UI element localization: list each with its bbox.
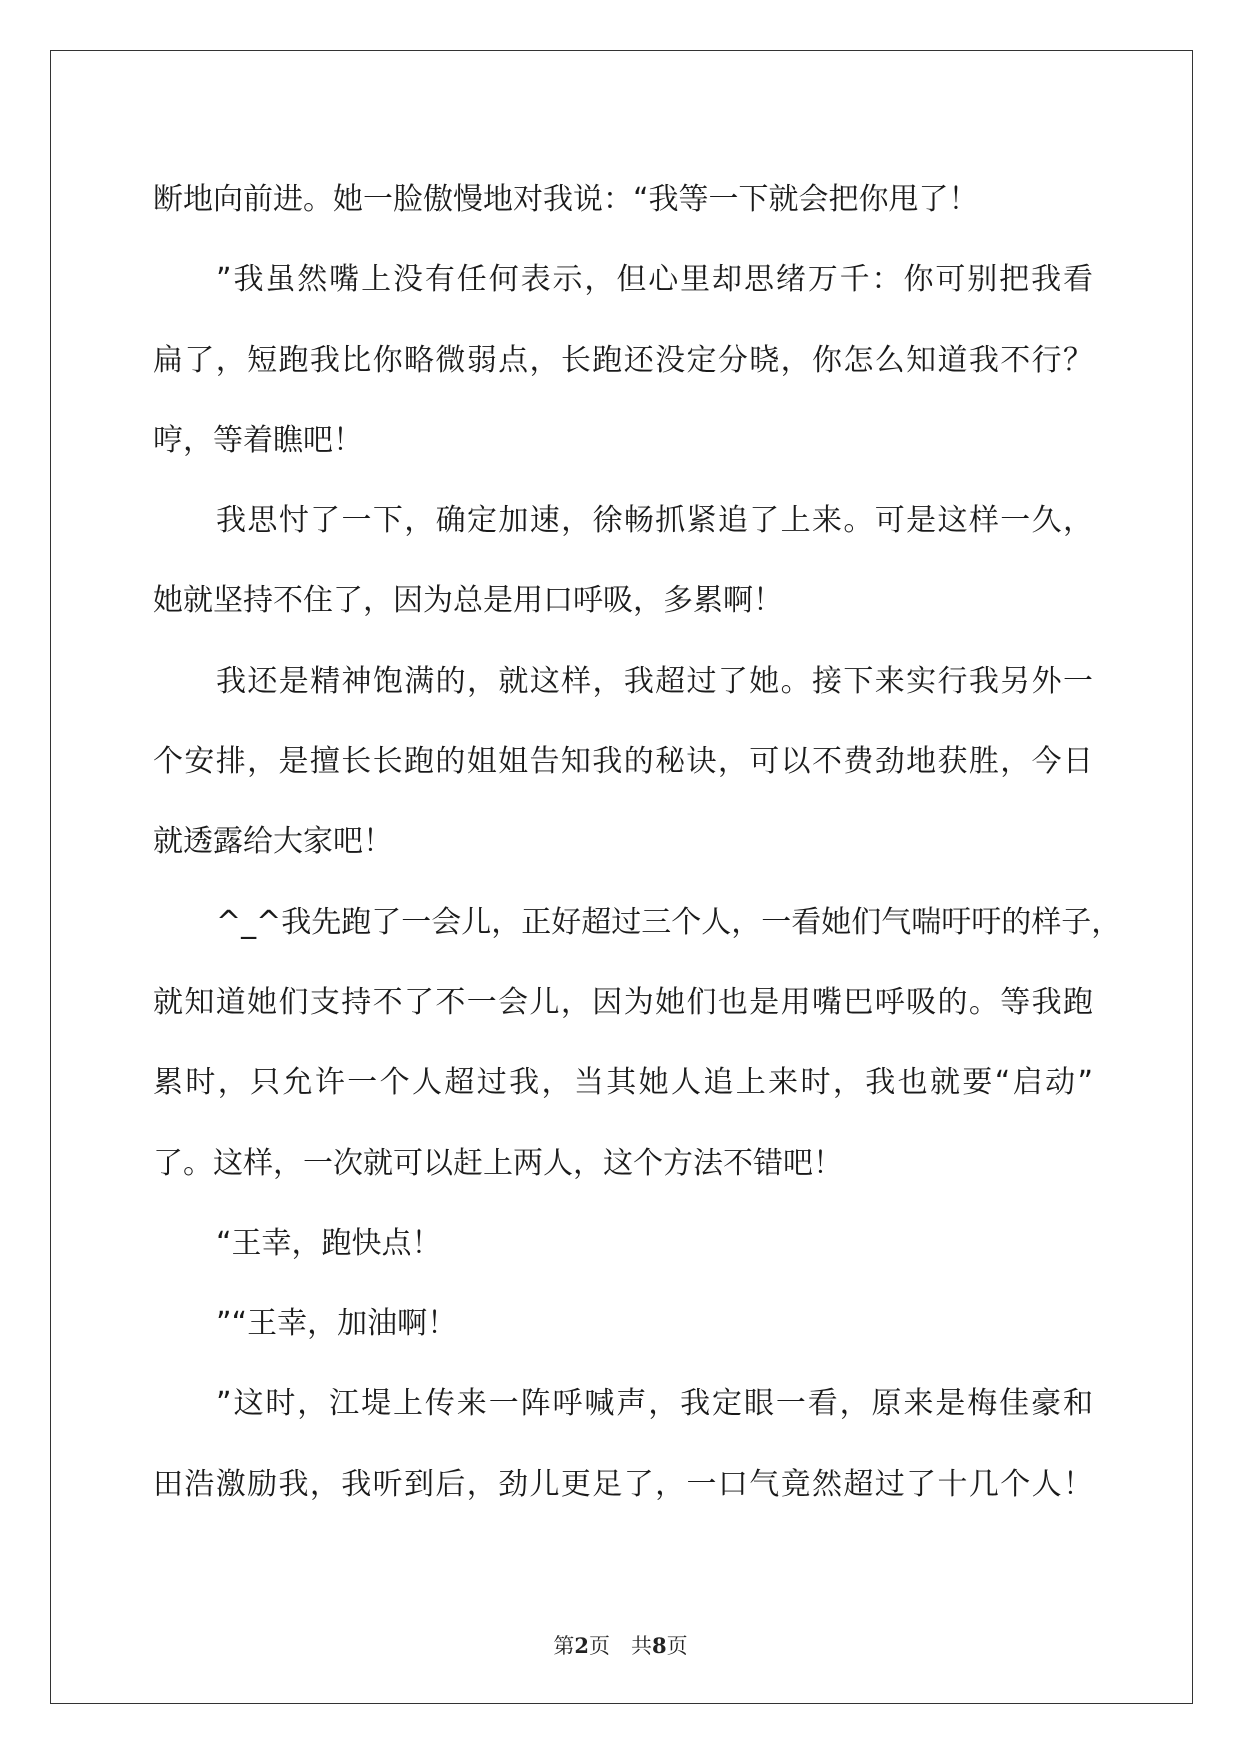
text-line: ^_^我先跑了一会儿，正好超过三个人，一看她们气喘吁吁的样子， [216, 904, 1122, 940]
text-line: ”这时，江堤上传来一阵呼喊声，我定眼一看，原来是梅佳豪和 [216, 1386, 1093, 1422]
footer-middle: 页 共 [589, 1634, 652, 1658]
current-page-number: 2 [574, 1633, 589, 1658]
footer-suffix: 页 [666, 1634, 688, 1658]
text-line: 她就坚持不住了，因为总是用口呼吸，多累啊！ [153, 583, 783, 619]
text-line: ”“王幸，加油啊！ [216, 1306, 458, 1342]
text-line: 累时，只允许一个人超过我，当其她人追上来时，我也就要“启动” [153, 1065, 1093, 1101]
text-line: 就透露给大家吧！ [153, 824, 393, 860]
page-footer [0, 1630, 1241, 1660]
text-line: 了。这样，一次就可以赶上两人，这个方法不错吧！ [153, 1145, 843, 1181]
text-line: 个安排，是擅长长跑的姐姐告知我的秘诀，可以不费劲地获胜，今日 [153, 744, 1093, 780]
text-line: 断地向前进。她一脸傲慢地对我说：“我等一下就会把你甩了！ [153, 182, 979, 217]
text-line: 田浩激励我，我听到后，劲儿更足了，一口气竟然超过了十几个人！ [153, 1466, 1093, 1502]
text-line: 就知道她们支持不了不一会儿，因为她们也是用嘴巴呼吸的。等我跑 [153, 984, 1093, 1020]
text-line: 我还是精神饱满的，就这样，我超过了她。接下来实行我另外一 [216, 663, 1093, 699]
text-line: ”我虽然嘴上没有任何表示，但心里却思绪万千：你可别把我看 [216, 262, 1093, 298]
document-body [153, 160, 1122, 1525]
text-line: 哼，等着瞧吧！ [153, 422, 363, 458]
footer-prefix: 第 [553, 1634, 575, 1658]
text-line: 扁了，短跑我比你略微弱点，长跑还没定分晓，你怎么知道我不行？ [153, 342, 1093, 378]
text-line: “王幸，跑快点！ [216, 1225, 442, 1261]
total-page-number: 8 [652, 1633, 667, 1658]
text-line: 我思忖了一下，确定加速，徐畅抓紧追了上来。可是这样一久， [216, 503, 1093, 539]
